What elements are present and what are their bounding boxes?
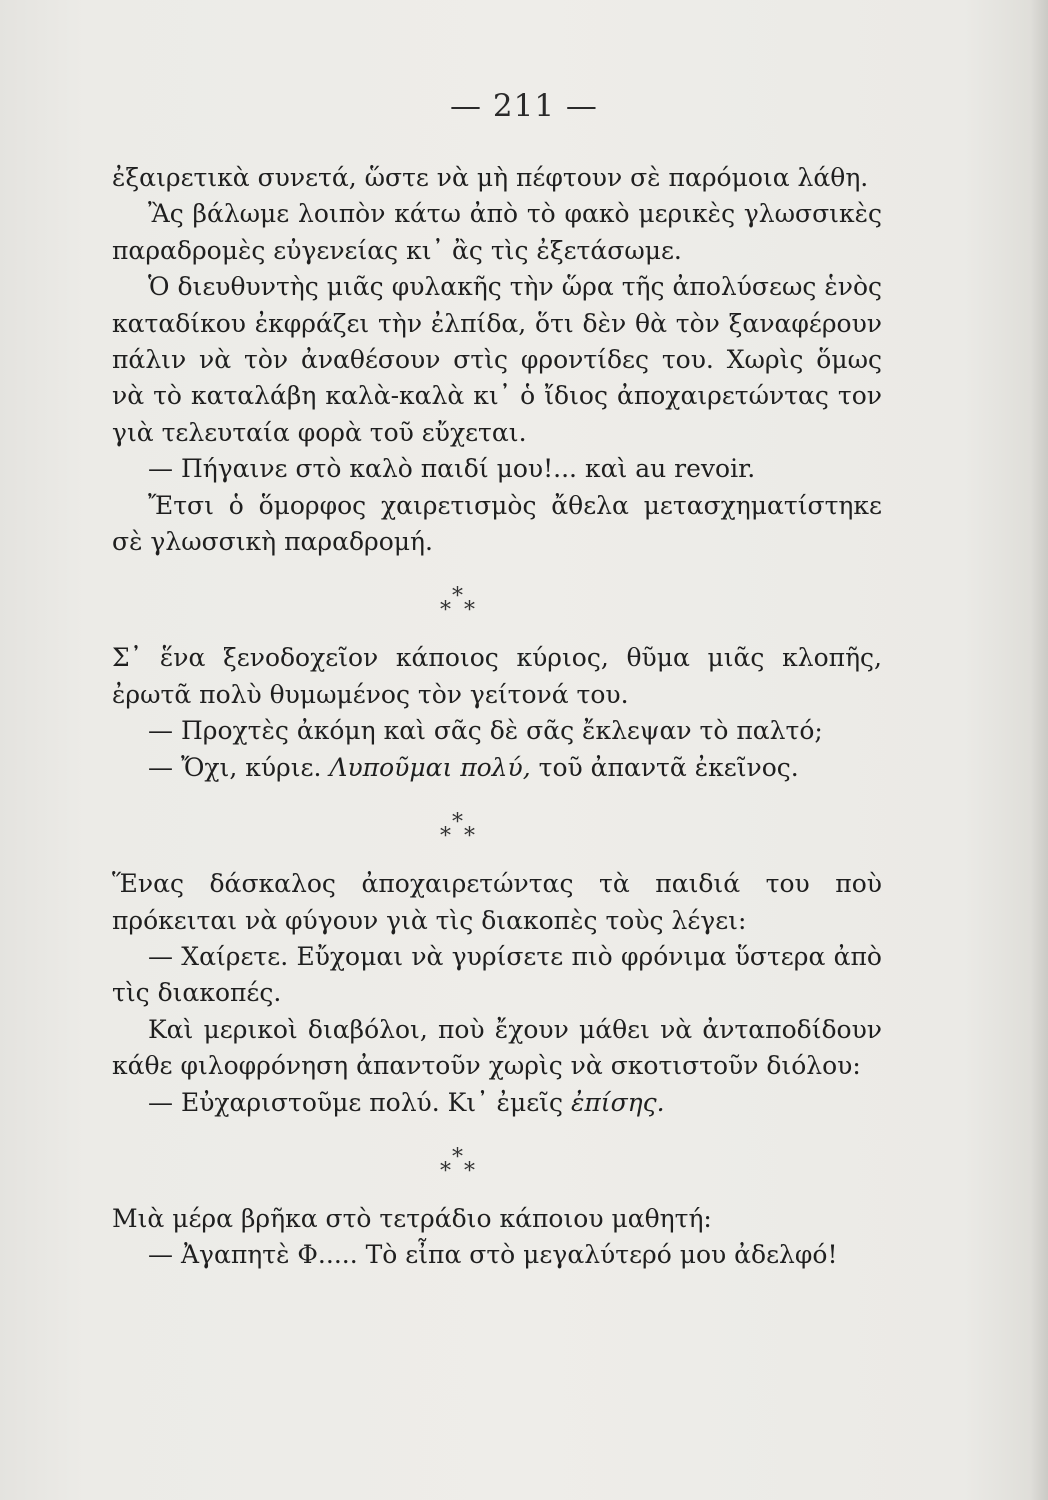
paragraph: Ἕνας δάσκαλος ἀποχαιρετώντας τὰ παιδιά του ποὺ πρόκειται νὰ φύγουν γιὰ τὶς διακοπὲς τοὺς λέγει: — [112, 869, 882, 935]
paragraph: Ἂς βάλωμε λοιπὸν κάτω ἀπὸ τὸ φακὸ μερικὲς γλωσσικὲς παραδρομὲς εὐγενείας κι᾿ ἂς τὶς ἐξετάσωμε. — [112, 199, 882, 265]
dialog-text: — Εὐχαριστοῦμε πολύ. Κι᾿ ἐμεῖς — [148, 1087, 571, 1117]
dialog-line: — Χαίρετε. Εὔχομαι νὰ γυρίσετε πιὸ φρόνιμα ὕστερα ἀπὸ τὶς διακοπές. — [112, 941, 882, 1008]
asterisk: * — [440, 598, 451, 624]
paragraph: Ἔτσι ὁ ὅμορφος χαιρετισμὸς ἄθελα μετασχηματίστηκε σὲ γλωσσικὴ παραδρομή. — [112, 490, 882, 557]
asterisk: * — [440, 824, 451, 850]
paragraph: ἐξαιρετικὰ συνετά, ὥστε νὰ μὴ πέφτουν σὲ παρόμοια λάθη. — [112, 163, 869, 192]
section-separator — [112, 1121, 882, 1201]
asterisk: * — [464, 824, 475, 850]
paragraph: Μιὰ μέρα βρῆκα στὸ τετράδιο κάποιου μαθητή: — [112, 1203, 712, 1233]
paragraph: Ὁ διευθυντὴς μιᾶς φυλακῆς τὴν ὥρα τῆς ἀπολύσεως ἑνὸς καταδίκου ἐκφράζει τὴν ἐλπίδα, ὅτι δὲν θὰ τὸν ξαναφέρουν πάλιν νὰ τὸν ἀναθέσουν στὶς φροντίδες του. Χωρὶς ὅμως νὰ τὸ καταλάβη καλὰ-καλὰ κι᾿ ὁ ἴδιος ἀποχαιρετώντας τον γιὰ τελευταία φορὰ τοῦ εὔχεται. — [112, 272, 882, 447]
asterisk: * — [452, 810, 463, 836]
dialog-line: — Προχτὲς ἀκόμη καὶ σᾶς δὲ σᾶς ἔκλεψαν τὸ παλτό; — [148, 716, 823, 746]
italic-text: ἐπίσης. — [570, 1087, 665, 1117]
section-separator — [112, 560, 882, 640]
asterisk: * — [440, 1158, 451, 1184]
dialog-line — [112, 750, 882, 786]
paragraph: Σ᾿ ἕνα ξενοδοχεῖον κάποιος κύριος, θῦμα μιᾶς κλοπῆς, ἐρωτᾶ πολὺ θυμωμένος τὸν γείτονά του. — [112, 643, 882, 709]
page-number: — 211 — — [450, 88, 598, 124]
dialog-text: — Ὄχι, κύριε. — [148, 752, 330, 782]
dialog-line — [112, 1085, 882, 1121]
dialog-line: — Πήγαινε στὸ καλὸ παιδί μου!... καὶ au revoir. — [148, 454, 756, 484]
italic-text: Λυποῦμαι πολύ, — [329, 752, 531, 782]
page-edge-shadow — [1030, 0, 1048, 1500]
paragraph: Καὶ μερικοὶ διαβόλοι, ποὺ ἔχουν μάθει νὰ ἀνταποδίδουν κάθε φιλοφρόνηση ἀπαντοῦν χωρὶς νὰ σκοτιστοῦν διόλου: — [112, 1014, 882, 1081]
page-body — [112, 160, 882, 1274]
asterisk: * — [452, 584, 463, 610]
dialog-line: — Ἀγαπητὲ Φ..... Τὸ εἶπα στὸ μεγαλύτερό μου ἀδελφό! — [148, 1240, 838, 1270]
dialog-text: τοῦ ἀπαντᾶ ἐκεῖνος. — [530, 752, 799, 782]
section-separator — [112, 786, 882, 866]
asterisk: * — [464, 598, 475, 624]
asterisk: * — [464, 1158, 475, 1184]
asterisk: * — [452, 1144, 463, 1170]
